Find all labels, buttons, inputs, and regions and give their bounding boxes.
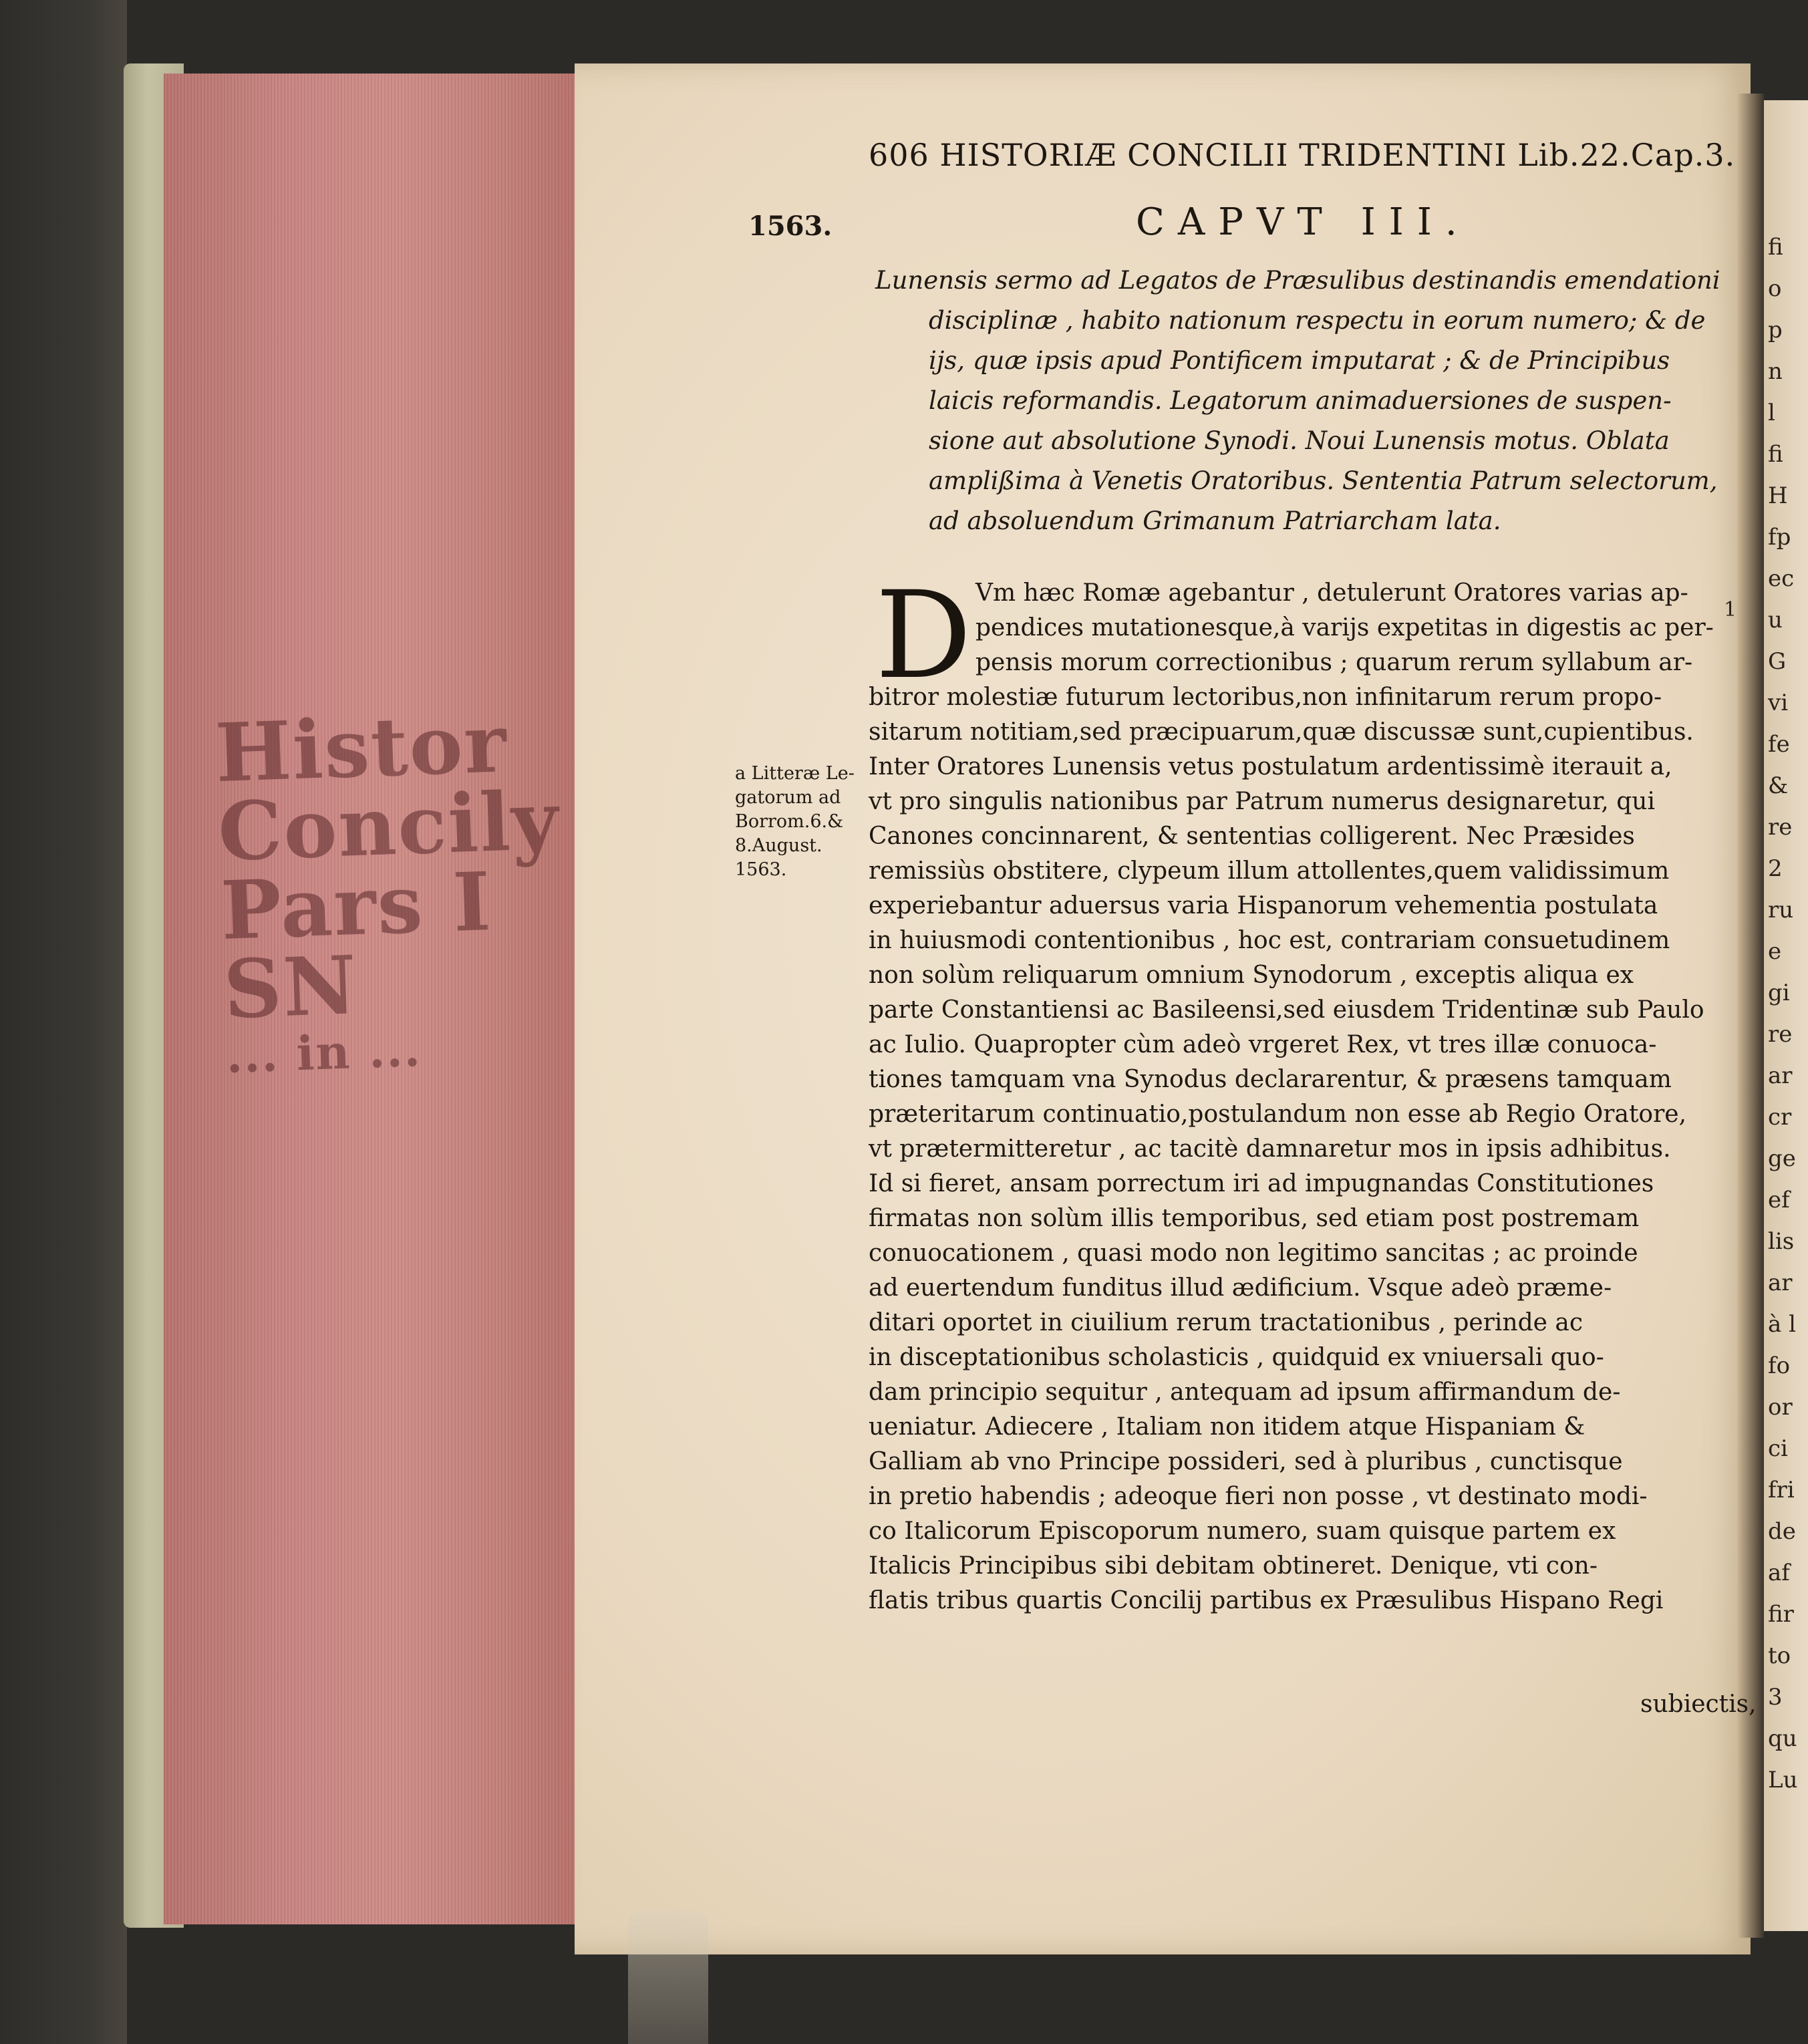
body-line: remissiùs obstitere, clypeum illum attollentes,quem validissimum xyxy=(869,857,1670,885)
margin-note-line: 8.August. xyxy=(735,835,822,856)
body-line: Galliam ab vno Principe possideri, sed à pluribus , cunctisque xyxy=(869,1448,1623,1475)
opposite-page-fragment: u xyxy=(1768,607,1783,633)
summary-line: amplißima à Venetis Oratoribus. Sententia Patrum selectorum, xyxy=(929,466,1718,495)
body-line: Vm hæc Romæ agebantur , detulerunt Oratores varias ap- xyxy=(975,579,1688,607)
opposite-page-fragment: fir xyxy=(1768,1601,1794,1628)
body-line: ueniatur. Adiecere , Italiam non itidem atque Hispaniam & xyxy=(869,1413,1586,1441)
opposite-page-fragment: fo xyxy=(1768,1352,1791,1379)
opposite-page-fragment: 2 xyxy=(1768,855,1783,882)
margin-note xyxy=(735,762,862,882)
margin-note-line: gatorum ad xyxy=(735,787,841,808)
opposite-page-strip xyxy=(1764,100,1808,1931)
summary-line: laicis reformandis. Legatorum animaduersiones de suspen- xyxy=(929,386,1672,415)
opposite-page-fragment: ar xyxy=(1768,1062,1793,1089)
body-line: sitarum notitiam,sed præcipuarum,quæ discussæ sunt,cupientibus. xyxy=(869,718,1694,746)
opposite-page-fragment: ar xyxy=(1768,1270,1793,1296)
opposite-page-fragment: Lu xyxy=(1768,1767,1798,1793)
opposite-page-fragment: G xyxy=(1768,648,1787,675)
body-line: non solùm reliquarum omnium Synodorum , exceptis aliqua ex xyxy=(869,962,1634,989)
body-line: conuocationem , quasi modo non legitimo sancitas ; ac proinde xyxy=(869,1239,1638,1267)
body-line: vt pro singulis nationibus par Patrum numerus designaretur, qui xyxy=(869,788,1655,815)
fore-edge-line: Concily xyxy=(216,773,561,880)
body-line: præteritarum continuatio,postulandum non esse ab Regio Oratore, xyxy=(869,1101,1687,1128)
body-text xyxy=(869,566,1714,1618)
opposite-page-fragment: fp xyxy=(1768,524,1791,551)
page-clamp xyxy=(628,1911,708,2044)
opposite-page-fragment: fe xyxy=(1768,731,1790,758)
opposite-page-fragment: & xyxy=(1768,772,1789,799)
summary-line: ad absoluendum Grimanum Patriarcham lata. xyxy=(929,506,1501,535)
body-line: Canones concinnarent, & sententias colligerent. Nec Præsides xyxy=(869,823,1635,850)
body-line: vt prætermitteretur , ac tacitè damnaretur mos in ipsis adhibitus. xyxy=(869,1135,1671,1163)
body-line: flatis tribus quartis Concilij partibus ex Præsulibus Hispano Regi xyxy=(869,1587,1664,1614)
opposite-page-fragment: e xyxy=(1768,938,1782,965)
summary-line: ijs, quæ ipsis apud Pontificem imputarat ; & de Principibus xyxy=(929,346,1670,375)
body-line: ad euertendum funditus illud ædificium. Vsque adeò præme- xyxy=(869,1274,1612,1302)
opposite-page-fragment: to xyxy=(1768,1642,1791,1669)
body-line: ditari oportet in ciuilium rerum tractationibus , perinde ac xyxy=(869,1309,1584,1336)
body-line: ac Iulio. Quapropter cùm adeò vrgeret Rex, vt tres illæ conuoca- xyxy=(869,1031,1657,1058)
body-line: pensis morum correctionibus ; quarum rerum syllabum ar- xyxy=(975,649,1693,676)
body-line: tiones tamquam vna Synodus declararentur, & præsens tamquam xyxy=(869,1066,1672,1093)
opposite-page-fragment: p xyxy=(1768,317,1783,343)
opposite-page-fragment: qu xyxy=(1768,1725,1797,1752)
opposite-page-fragment: vi xyxy=(1768,690,1789,716)
summary-line: sione aut absolutione Synodi. Noui Lunensis motus. Oblata xyxy=(929,426,1670,455)
summary-line: disciplinæ , habito nationum respectu in eorum numero; & de xyxy=(929,306,1706,335)
paragraph-number: 1 xyxy=(1724,598,1737,621)
margin-note-line: Borrom.6.& xyxy=(735,811,844,832)
opposite-page-fragment: fi xyxy=(1768,234,1783,261)
opposite-page-fragment: fri xyxy=(1768,1477,1795,1503)
body-line: pendices mutationesque,à varijs expetitas in digestis ac per- xyxy=(975,614,1714,641)
opposite-page-fragment: n xyxy=(1768,358,1783,385)
margin-note-line: a Litteræ Le- xyxy=(735,763,855,784)
body-line: bitror molestiæ futurum lectoribus,non infinitarum rerum propo- xyxy=(869,684,1662,711)
fore-edge-line: SN xyxy=(222,938,359,1037)
opposite-page-fragment: H xyxy=(1768,482,1788,509)
year-marginal: 1563. xyxy=(748,210,833,242)
catchword: subiectis, xyxy=(1640,1691,1757,1718)
body-line: dam principio sequitur , antequam ad ipsum affirmandum de- xyxy=(869,1378,1621,1406)
body-line: Id si fieret, ansam porrectum iri ad impugnandas Constitutiones xyxy=(869,1170,1654,1197)
opposite-page-fragment: cr xyxy=(1768,1104,1792,1131)
opposite-page-fragment: ci xyxy=(1768,1435,1788,1462)
opposite-page-fragment: af xyxy=(1768,1560,1790,1586)
chapter-summary xyxy=(875,261,1730,541)
margin-note-line: 1563. xyxy=(735,859,787,880)
opposite-page-fragment: ef xyxy=(1768,1187,1790,1213)
body-line: Italicis Principibus sibi debitam obtineret. Denique, vti con- xyxy=(869,1552,1598,1580)
opposite-page-fragment: o xyxy=(1768,275,1782,302)
opposite-page-fragment: re xyxy=(1768,814,1793,841)
body-line: experiebantur aduersus varia Hispanorum vehementia postulata xyxy=(869,892,1658,919)
fore-edge-small-line: ... in ... xyxy=(224,1021,423,1084)
opposite-page-fragment: l xyxy=(1768,400,1775,426)
opposite-page-fragment: ge xyxy=(1768,1145,1796,1172)
fore-edge-line: Pars I xyxy=(219,854,494,959)
summary-line: Lunensis sermo ad Legatos de Præsulibus destinandis emendationi xyxy=(875,266,1720,295)
chapter-title: CAPVT III. xyxy=(1136,200,1471,244)
body-line: in pretio habendis ; adeoque fieri non posse , vt destinato modi- xyxy=(869,1483,1648,1510)
body-line: co Italicorum Episcoporum numero, suam quisque partem ex xyxy=(869,1517,1616,1545)
book-gutter xyxy=(1737,94,1764,1938)
opposite-page-fragment: ec xyxy=(1768,565,1795,592)
drop-cap: D xyxy=(875,566,972,706)
opposite-page-fragment: à l xyxy=(1768,1311,1796,1338)
background-board xyxy=(0,0,127,2044)
running-head: 606 HISTORIÆ CONCILII TRIDENTINI Lib.22.Cap.3. xyxy=(869,137,1736,173)
opposite-page-fragment: 3 xyxy=(1768,1684,1783,1711)
fore-edge-inscription xyxy=(214,696,575,1084)
opposite-page-fragment: de xyxy=(1768,1518,1796,1545)
opposite-page-fragment: re xyxy=(1768,1021,1793,1048)
opposite-page-fragment: or xyxy=(1768,1394,1793,1421)
body-line: Inter Oratores Lunensis vetus postulatum ardentissimè iterauit a, xyxy=(869,753,1672,780)
body-line: in huiusmodi contentionibus , hoc est, contrariam consuetudinem xyxy=(869,927,1670,954)
red-fore-edge xyxy=(164,74,585,1924)
fore-edge-line: Histor xyxy=(214,696,509,801)
opposite-page-fragment: ru xyxy=(1768,897,1794,923)
opposite-page-fragment: fi xyxy=(1768,441,1783,468)
body-line: parte Constantiensi ac Basileensi,sed eiusdem Tridentinæ sub Paulo xyxy=(869,996,1704,1024)
body-line: in disceptationibus scholasticis , quidquid ex vniuersali quo- xyxy=(869,1344,1604,1371)
body-line: firmatas non solùm illis temporibus, sed etiam post postremam xyxy=(869,1205,1640,1232)
opposite-page-fragment: gi xyxy=(1768,980,1790,1006)
opposite-page-fragment: lis xyxy=(1768,1228,1795,1255)
